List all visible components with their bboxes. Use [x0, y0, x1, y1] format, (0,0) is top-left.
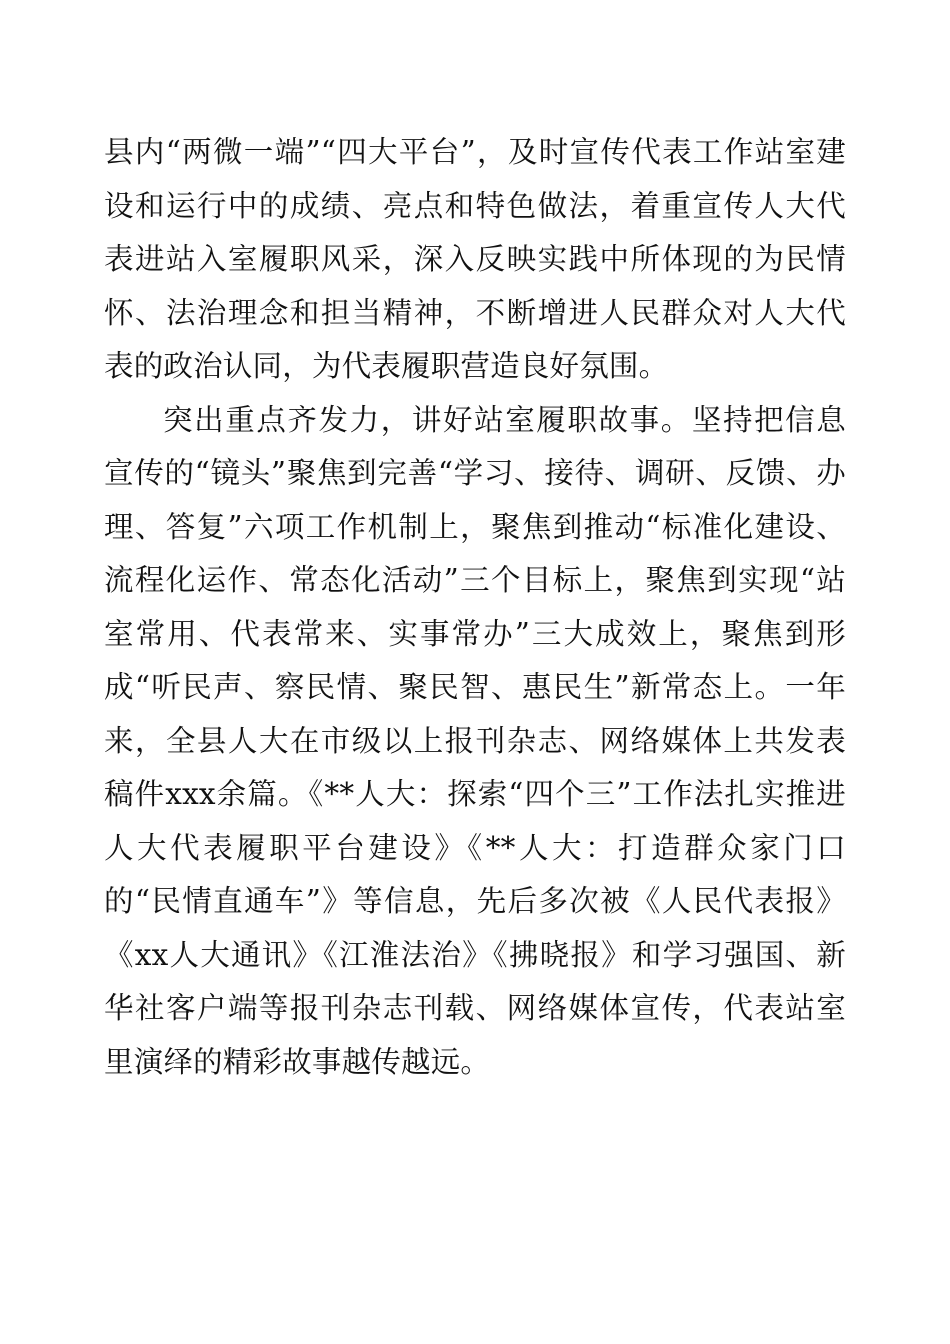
paragraph-1: 县内“两微一端”“四大平台”，及时宣传代表工作站室建设和运行中的成绩、亮点和特色做法，着重宣传人大代表进站入室履职风采，深入反映实践中所体现的为民情怀、法治理念和担当精神，不断增进人民群众对人大代表的政治认同，为代表履职营造良好氛围。 — [104, 135, 846, 383]
paragraph-2: 突出重点齐发力，讲好站室履职故事。坚持把信息宣传的“镜头”聚焦到完善“学习、接待、调研、反馈、办理、答复”六项工作机制上，聚焦到推动“标准化建设、流程化运作、常态化活动”三个目标上，聚焦到实现“站室常用、代表常来、实事常办”三大成效上，聚焦到形成“听民声、察民情、聚民智、惠民生”新常态上。一年来，全县人大在市级以上报刊杂志、网络媒体上共发表稿件xxx余篇。《**人大：探索“四个三”工作法扎实推进人大代表履职平台建设》《**人大：打造群众家门口的“民情直通车”》等信息，先后多次被《人民代表报》《xx人大通讯》《江淮法治》《拂晓报》和学习强国、新华社客户端等报刊杂志刊载、网络媒体宣传，代表站室里演绎的精彩故事越传越远。 — [104, 402, 846, 1079]
document-body — [104, 126, 846, 1089]
